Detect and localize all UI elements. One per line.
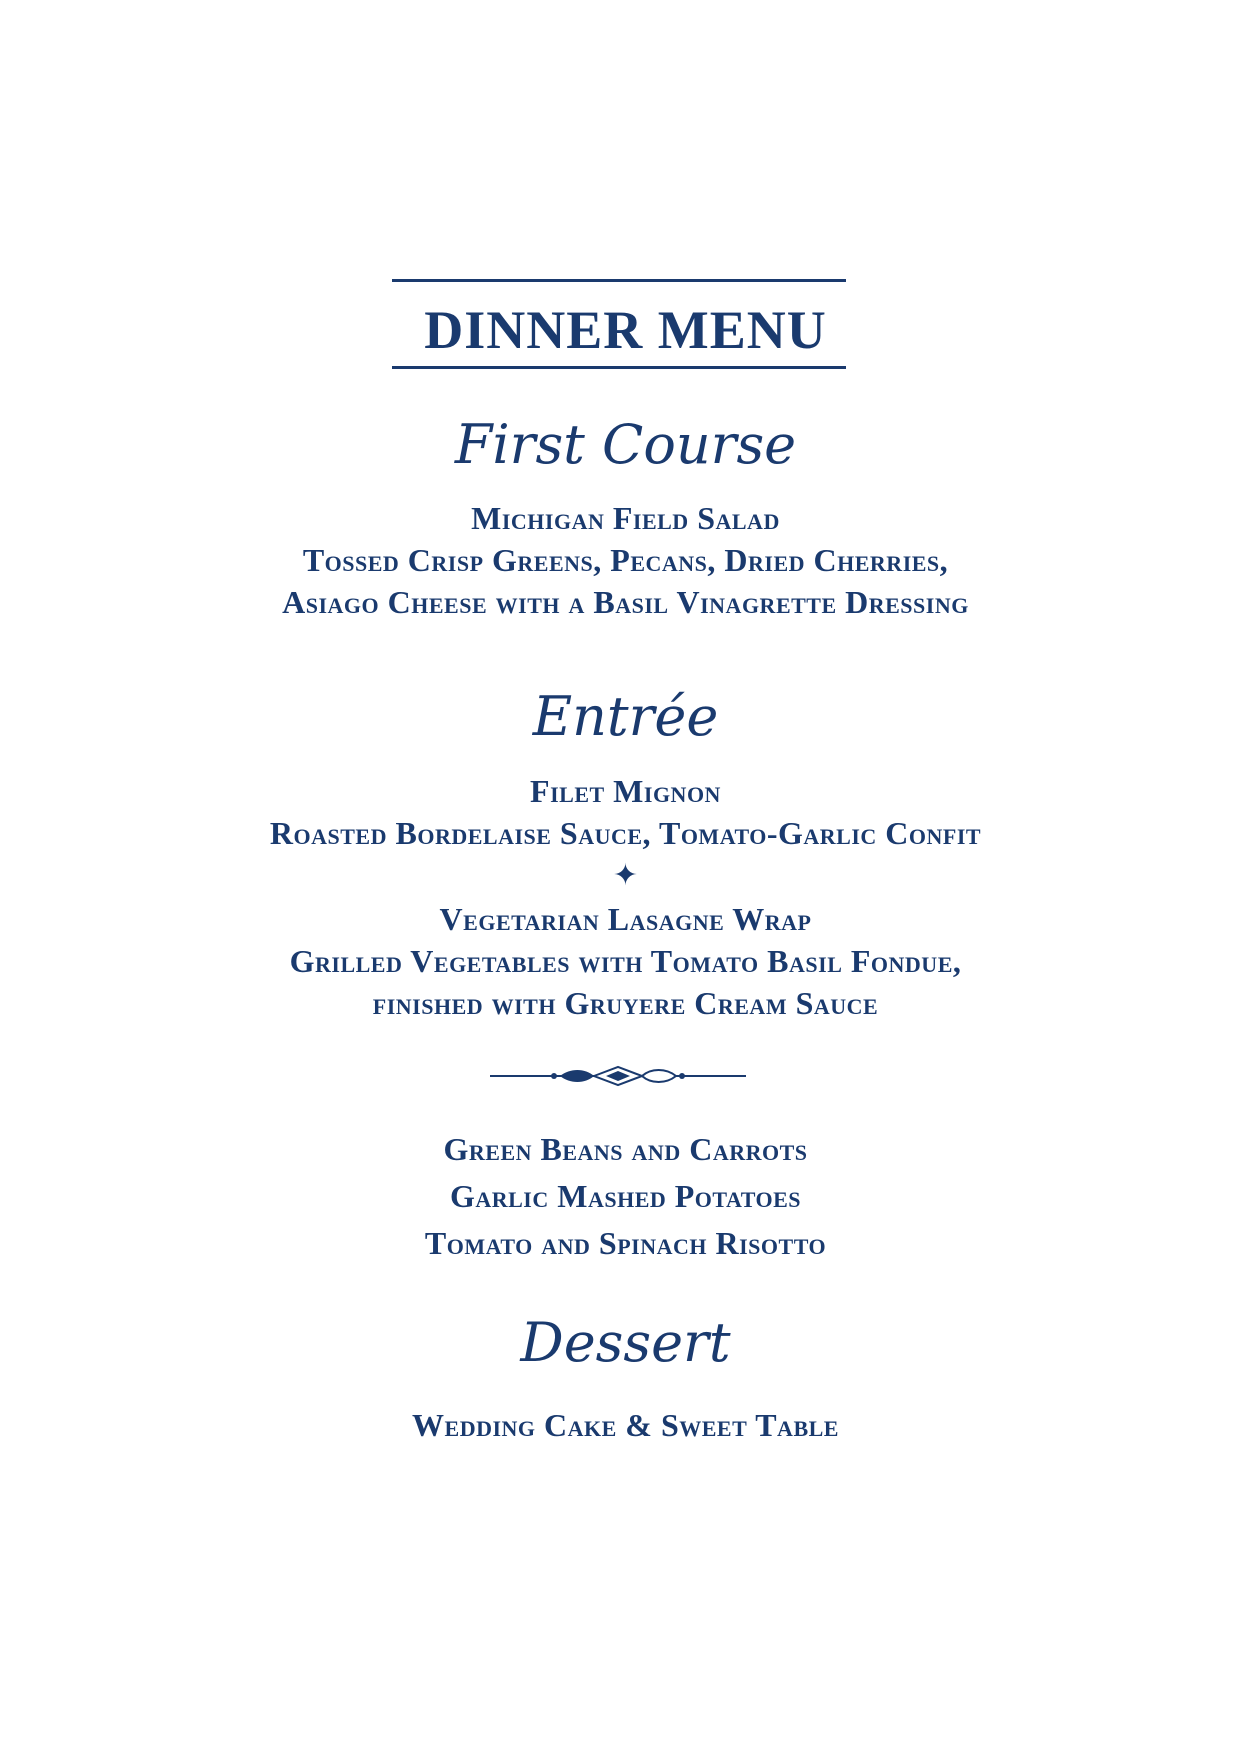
menu-line: finished with Gruyere Cream Sauce <box>372 985 879 1021</box>
dessert-items <box>0 1404 1251 1446</box>
entree-heading: Entrée <box>532 685 719 748</box>
entree-option-1 <box>0 770 1251 854</box>
first-course-items <box>0 497 1251 623</box>
title-rule-top <box>392 279 846 282</box>
entree-option-2 <box>0 898 1251 1024</box>
menu-line: Wedding Cake & Sweet Table <box>412 1407 839 1443</box>
menu-line: Filet Mignon <box>530 773 721 809</box>
list-item: Green Beans and Carrots <box>443 1131 808 1167</box>
sides-list <box>0 1126 1251 1267</box>
four-point-star-icon: ✦ <box>612 858 639 893</box>
page-title: DINNER MENU <box>424 300 827 360</box>
list-item: Garlic Mashed Potatoes <box>449 1178 802 1214</box>
menu-line: Michigan Field Salad <box>471 500 780 536</box>
menu-line: Vegetarian Lasagne Wrap <box>439 901 812 937</box>
menu-line: Asiago Cheese with a Basil Vinagrette Dressing <box>282 584 969 620</box>
dessert-heading: Dessert <box>520 1311 731 1374</box>
title-rule-bottom <box>392 366 846 369</box>
first-course-heading: First Course <box>454 413 797 476</box>
menu-line: Tossed Crisp Greens, Pecans, Dried Cherries, <box>302 542 949 578</box>
list-item: Tomato and Spinach Risotto <box>424 1225 827 1261</box>
menu-line: Grilled Vegetables with Tomato Basil Fondue, <box>289 943 962 979</box>
menu-line: Roasted Bordelaise Sauce, Tomato-Garlic Confit <box>269 815 982 851</box>
flourish-divider-icon <box>490 1064 746 1088</box>
